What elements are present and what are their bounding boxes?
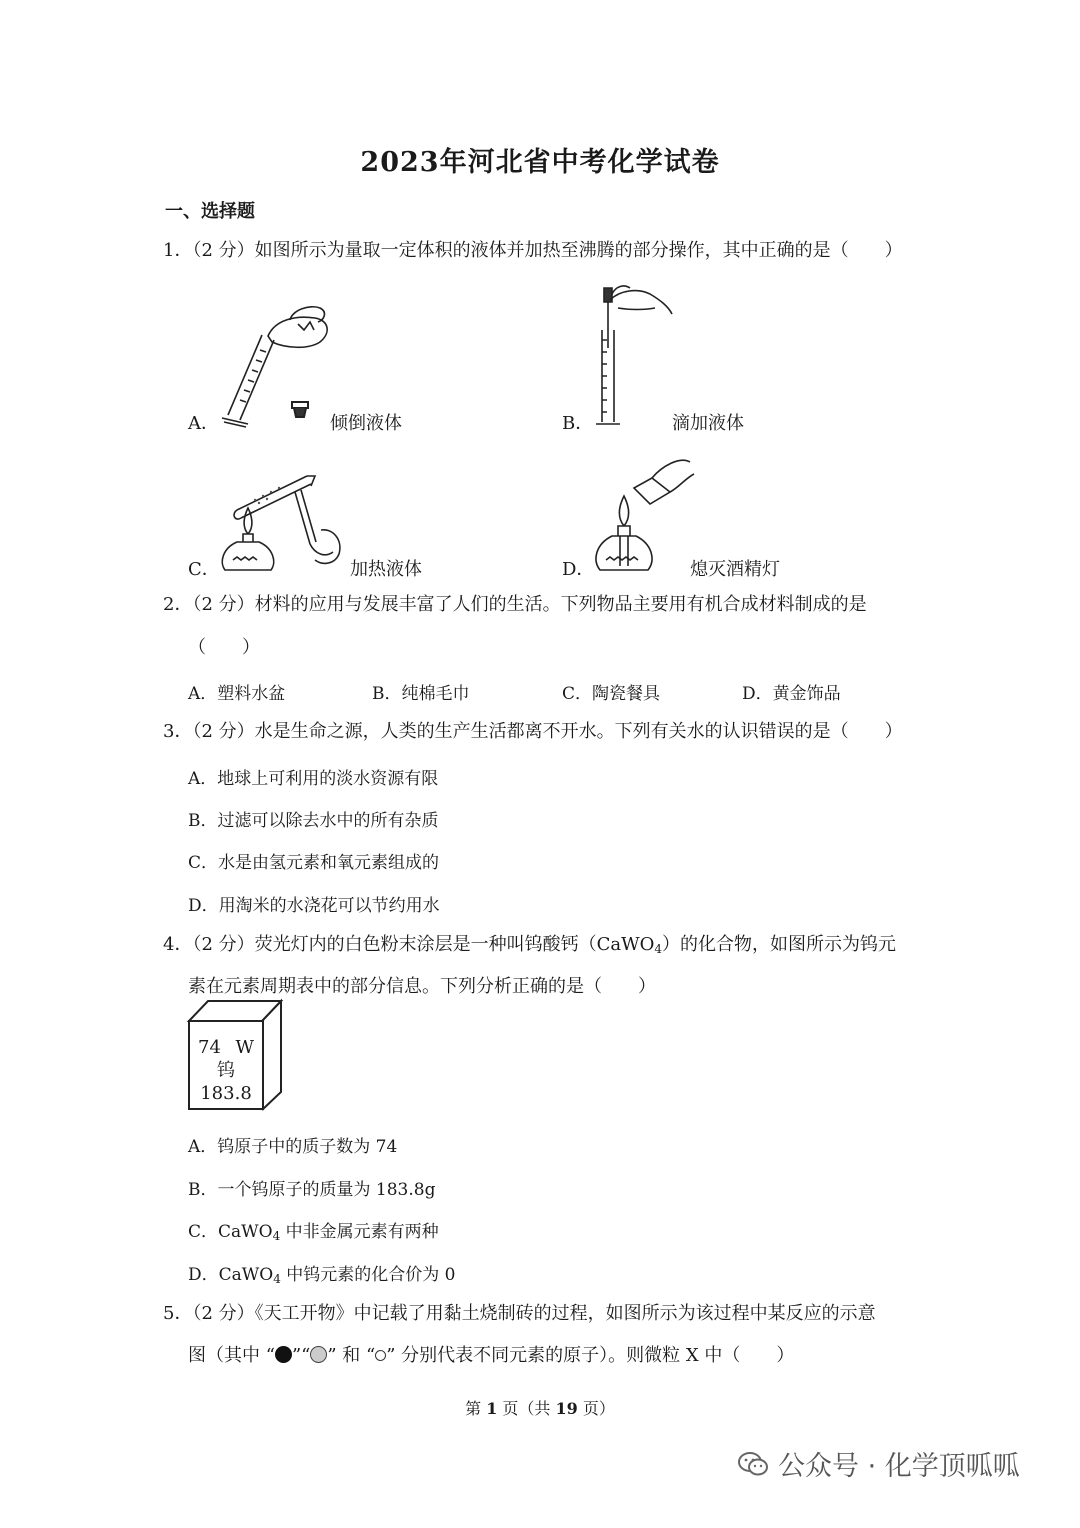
wechat-icon [738,1451,768,1477]
black-atom-icon [275,1346,292,1363]
q4-option-a: A．钨原子中的质子数为 74 [188,1137,398,1157]
element-header [190,1036,262,1059]
q2-option-b: B．纯棉毛巾 [372,684,470,704]
q2-option-a: A．塑料水盆 [188,684,286,704]
page-title: 2023年河北省中考化学试卷 [360,147,720,178]
q2-option-d: D．黄金饰品 [742,684,841,704]
q4-stem-line1 [163,933,896,961]
element-atomic-mass: 183.8 [200,1083,252,1104]
q1-option-c-caption: 加热液体 [350,559,422,580]
q4-stem-part1: 4．（2 分）荧光灯内的白色粉末涂层是一种叫钨酸钙（CaWO [163,934,655,955]
q1-figure-a-pouring [220,290,340,430]
q1-option-a-caption: 倾倒液体 [330,413,402,434]
q1-option-c-letter: C． [188,559,220,580]
q4-stem-part2: ）的化合物，如图所示为钨元 [662,934,897,955]
q1-option-d-caption: 熄灭酒精灯 [690,559,780,580]
q5-text-2: ”“ [291,1345,311,1366]
q2-option-c: C．陶瓷餐具 [562,684,661,704]
q1-option-a-letter: A． [188,413,219,434]
q3-option-c: C．水是由氢元素和氧元素组成的 [188,853,440,873]
q1-option-b-caption: 滴加液体 [672,413,744,434]
q5-text-3: ” 和 “ [327,1345,376,1366]
footer-suffix: 页） [577,1399,615,1418]
q1-stem: 1．（2 分）如图所示为量取一定体积的液体并加热至沸腾的部分操作，其中正确的是（ ） [163,240,903,261]
watermark-text: 公众号 · 化学顶呱呱 [778,1451,1020,1482]
q1-figure-c-heating [215,470,355,580]
q1-figure-d-extinguishing [590,448,700,578]
q3-option-d: D．用淘米的水浇花可以节约用水 [188,896,440,916]
q1-option-d-letter: D． [562,559,595,580]
q4-option-c-part1: C．CaWO [188,1222,273,1242]
element-symbol: W [235,1037,254,1058]
q4-stem-subscript: 4 [654,942,663,956]
q4-option-d-subscript: 4 [273,1272,281,1286]
q5-text-4: ” 分别代表不同元素的原子）。则微粒 X 中（ ） [386,1345,795,1366]
watermark [738,1444,1020,1483]
q1-option-b-letter: B． [562,413,594,434]
grey-atom-icon [310,1346,327,1363]
q4-option-c-part2: 中非金属元素有两种 [280,1222,439,1242]
element-name: 钨 [217,1060,235,1081]
element-atomic-number: 74 [198,1037,221,1058]
q1-figure-b-dropping [590,280,680,430]
q4-option-d-part2: 中钨元素的化合价为 0 [280,1265,456,1285]
footer-page-number: 1 [486,1399,498,1418]
q4-option-d [188,1260,455,1286]
section-title: 一、选择题 [165,201,255,222]
q4-stem-line2: 素在元素周期表中的部分信息。下列分析正确的是（ ） [188,976,656,997]
q4-option-c-subscript: 4 [272,1229,281,1243]
q2-paren: （ ） [188,637,260,658]
q5-stem-line2 [188,1344,794,1368]
white-atom-icon [375,1350,386,1361]
footer-mid: 页（共 [497,1399,556,1418]
q4-option-d-part1: D．CaWO [188,1265,274,1285]
q4-option-c [188,1217,439,1243]
q5-text-1: 图（其中 “ [188,1345,275,1366]
q3-option-b: B．过滤可以除去水中的所有杂质 [188,811,439,831]
footer-prefix: 第 [465,1399,487,1418]
q3-stem: 3．（2 分）水是生命之源，人类的生产生活都离不开水。下列有关水的认识错误的是（ ） [163,721,903,742]
element-cell [188,1020,264,1110]
footer-total-pages: 19 [555,1399,578,1418]
page-footer [0,1396,1080,1419]
q2-stem: 2．（2 分）材料的应用与发展丰富了人们的生活。下列物品主要用有机合成材料制成的是 [163,594,867,615]
q5-stem: 5．（2 分）《天工开物》中记载了用黏土烧制砖的过程，如图所示为该过程中某反应的示意 [163,1303,876,1324]
q3-option-a: A．地球上可利用的淡水资源有限 [188,769,439,789]
q4-option-b: B．一个钨原子的质量为 183.8g [188,1180,436,1200]
